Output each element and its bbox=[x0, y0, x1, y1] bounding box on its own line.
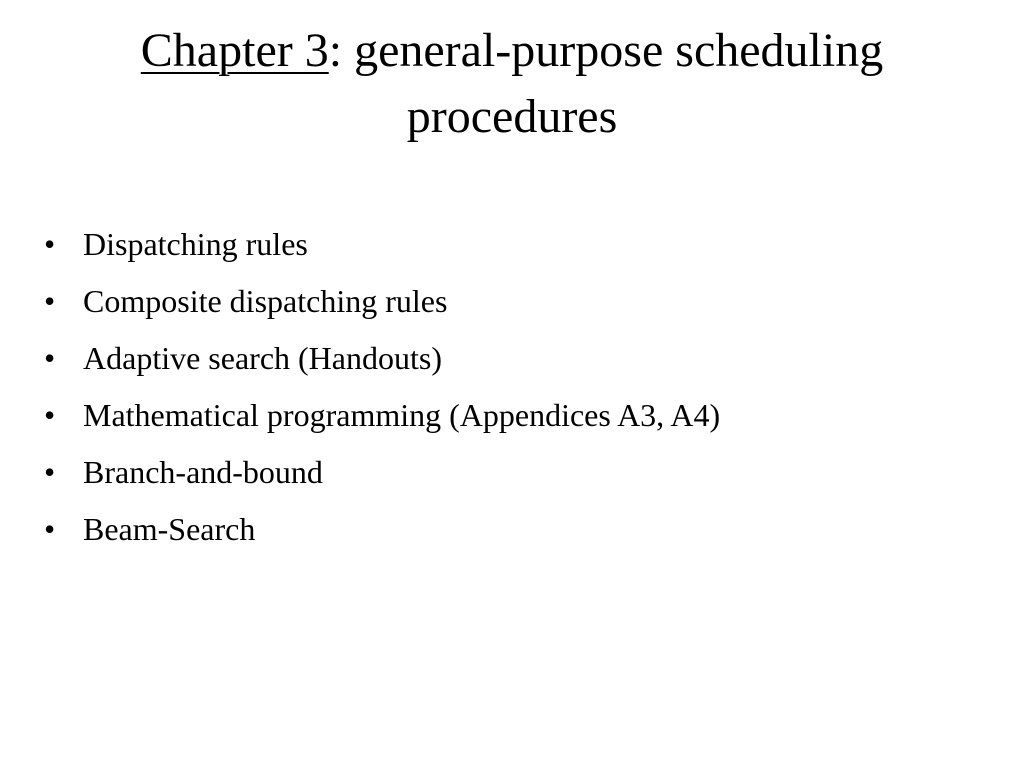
bullet-text: Composite dispatching rules bbox=[83, 283, 448, 319]
bullet-icon: • bbox=[44, 283, 56, 319]
list-item bbox=[44, 330, 984, 387]
bullet-icon: • bbox=[44, 226, 56, 262]
bullet-icon: • bbox=[44, 340, 56, 376]
bullet-icon: • bbox=[44, 454, 56, 490]
bullet-text: Mathematical programming (Appendices A3, A4) bbox=[83, 397, 721, 433]
bullet-text: Branch-and-bound bbox=[83, 454, 323, 490]
title-text: : general-purpose scheduling procedures bbox=[328, 24, 884, 143]
list-item bbox=[44, 216, 984, 273]
bullet-text: Adaptive search (Handouts) bbox=[83, 340, 442, 376]
list-item bbox=[44, 444, 984, 501]
bullet-icon: • bbox=[44, 397, 56, 433]
bullet-text: Dispatching rules bbox=[83, 226, 308, 262]
bullet-list bbox=[44, 216, 984, 558]
bullet-icon: • bbox=[44, 511, 56, 547]
list-item bbox=[44, 387, 984, 444]
slide-title bbox=[40, 18, 984, 150]
list-item bbox=[44, 501, 984, 558]
chapter-link[interactable]: Chapter 3 bbox=[140, 24, 329, 77]
list-item bbox=[44, 273, 984, 330]
bullet-text: Beam-Search bbox=[83, 511, 256, 547]
